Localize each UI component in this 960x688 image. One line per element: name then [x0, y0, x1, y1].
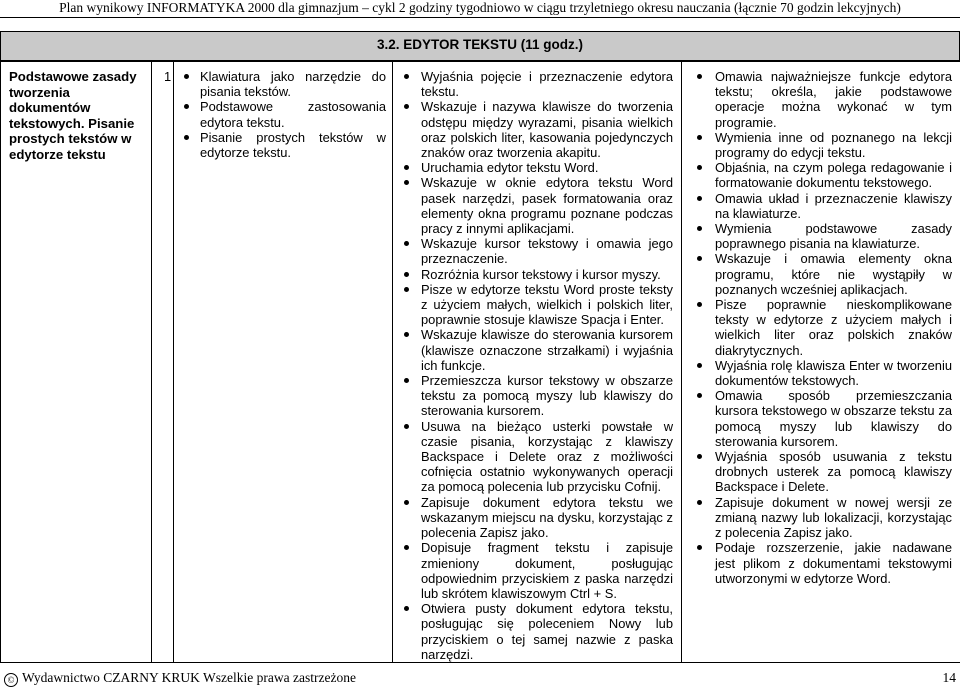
- footer-copyright: [4, 668, 356, 688]
- list-item-text: Wskazuje i omawia elementy okna programu, które nie wystąpiły w poznanych wcześniej aplikacjach.: [715, 251, 952, 297]
- list-item-text: Wskazuje klawisze do sterowania kursorem (klawisze oznaczone strzałkami) i wyjaśnia ich funkcje.: [421, 327, 673, 373]
- list-item: [393, 282, 681, 328]
- bullet-icon: [404, 74, 409, 79]
- list-item: [393, 99, 681, 160]
- basic-requirements-cell: [393, 61, 682, 663]
- list-item-text: Podaje rozszerzenie, jakie nadawane jest plikom z dokumentami tekstowymi utworzonymi w edytorze Word.: [715, 540, 952, 586]
- table-row: [1, 61, 960, 663]
- hours-text: 1: [164, 69, 172, 84]
- bullet-icon: [404, 378, 409, 383]
- bullet-icon: [404, 545, 409, 550]
- bullet-icon: [404, 180, 409, 185]
- page-footer: [0, 668, 960, 688]
- list-item: [393, 495, 681, 541]
- list-item: [393, 373, 681, 419]
- bullet-icon: [404, 287, 409, 292]
- basic-requirements-list: [393, 69, 681, 662]
- extended-requirements-cell: [682, 61, 960, 663]
- bullet-icon: [697, 393, 702, 398]
- list-item: [682, 221, 960, 251]
- bullet-icon: [697, 74, 702, 79]
- bullet-icon: [184, 74, 189, 79]
- list-item-text: Wyjaśnia sposób usuwania z tekstu drobnych usterek za pomocą klawiszy Backspace i Delete.: [715, 449, 952, 495]
- content-list: [174, 69, 392, 160]
- bullet-icon: [184, 104, 189, 109]
- list-item: [174, 69, 392, 99]
- section-title: 3.2. EDYTOR TEKSTU (11 godz.): [376, 37, 584, 52]
- bullet-icon: [697, 454, 702, 459]
- list-item-text: Wymienia podstawowe zasady poprawnego pisania na klawiaturze.: [715, 221, 952, 252]
- bullet-icon: [697, 545, 702, 550]
- list-item-text: Wyjaśnia pojęcie i przeznaczenie edytora tekstu.: [421, 69, 673, 100]
- list-item-text: Omawia sposób przemieszczania kursora tekstowego w obszarze tekstu za pomocą myszy lub klawiszy do sterowania kursorem.: [715, 388, 952, 449]
- list-item: [682, 69, 960, 130]
- header-divider: [0, 17, 960, 18]
- list-item-text: Usuwa na bieżąco usterki powstałe w czasie pisania, korzystając z klawiszy Backspace i Delete oraz z możliwości cofnięcia ostatnio wykonywanych operacji za pomocą polecenia lub przycisku Cofnij.: [421, 418, 673, 495]
- bullet-icon: [697, 165, 702, 170]
- header-title: Plan wynikowy INFORMATYKA 2000 dla gimnazjum – cykl 2 godziny tygodniowo w ciągu trzyletniego okresu nauczania (łącznie 70 godzin lekcyjnych): [59, 0, 901, 15]
- list-item-text: Uruchamia edytor tekstu Word.: [421, 160, 599, 176]
- list-item-text: Zapisuje dokument edytora tekstu we wskazanym miejscu na dysku, korzystając z polecenia Zapisz jako.: [421, 494, 673, 541]
- list-item: [393, 601, 681, 662]
- list-item: [682, 297, 960, 358]
- list-item-text: Pisze poprawnie nieskomplikowane teksty w edytorze z użyciem małych i wielkich liter oraz polskich znaków diakrytycznych.: [715, 297, 952, 358]
- bullet-icon: [697, 226, 702, 231]
- list-item-text: Wymienia inne od poznanego na lekcji programy do edycji tekstu.: [715, 129, 952, 161]
- list-item-text: Zapisuje dokument w nowej wersji ze zmianą nazwy lub lokalizacji, korzystając z polecenia Zapisz jako.: [715, 494, 952, 541]
- bullet-icon: [404, 500, 409, 505]
- list-item: [393, 69, 681, 99]
- list-item-text: Dopisuje fragment tekstu i zapisuje zmieniony dokument, posługując odpowiednim przyciskiem z paska narzędzi lub skrótem klawiszowym Ctrl + S.: [421, 540, 673, 601]
- copyright-icon: ©: [4, 673, 18, 687]
- list-item: [393, 327, 681, 373]
- list-item-text: Wskazuje i nazywa klawisze do tworzenia odstępu między wyrazami, pisania wielkich oraz polskich liter, kasowania pojedynczych znaków oraz tworzenia akapitu.: [421, 99, 673, 161]
- bullet-icon: [697, 135, 702, 140]
- list-item: [393, 540, 681, 601]
- list-item: [393, 160, 681, 175]
- list-item: [393, 175, 681, 236]
- list-item-text: Wskazuje w oknie edytora tekstu Word pasek narzędzi, pasek formatowania oraz elementy okna programu poznane podczas pracy z innymi aplikacjami.: [421, 175, 673, 237]
- bullet-icon: [697, 363, 702, 368]
- bullet-icon: [697, 302, 702, 307]
- hours-cell: [152, 61, 174, 663]
- list-item: [174, 130, 392, 160]
- list-item: [682, 191, 960, 221]
- list-item: [682, 449, 960, 495]
- list-item-text: Wyjaśnia rolę klawisza Enter w tworzeniu dokumentów tekstowych.: [715, 357, 952, 389]
- list-item: [682, 388, 960, 449]
- bullet-icon: [697, 196, 702, 201]
- bullet-icon: [404, 606, 409, 611]
- bullet-icon: [404, 241, 409, 246]
- bullet-icon: [404, 104, 409, 109]
- list-item-text: Omawia układ i przeznaczenie klawiszy na klawiaturze.: [715, 190, 952, 221]
- topic-text: Podstawowe zasady tworzenia dokumentów tekstowych. Pisanie prostych tekstów w edytorze tekstu: [9, 69, 137, 162]
- list-item-text: Objaśnia, na czym polega redagowanie i formatowanie dokumentu tekstowego.: [715, 160, 952, 191]
- list-item-text: Pisanie prostych tekstów w edytorze tekstu.: [200, 129, 386, 161]
- document-header: [0, 0, 960, 16]
- list-item-text: Podstawowe zastosowania edytora tekstu.: [200, 99, 386, 130]
- list-item: [682, 540, 960, 586]
- topic-cell: [1, 61, 152, 663]
- copyright-text: Wydawnictwo CZARNY KRUK Wszelkie prawa zastrzeżone: [22, 670, 356, 685]
- bullet-icon: [404, 424, 409, 429]
- list-item: [393, 236, 681, 266]
- list-item: [682, 495, 960, 541]
- plan-table: [0, 60, 960, 663]
- bullet-icon: [404, 332, 409, 337]
- bullet-icon: [697, 500, 702, 505]
- list-item-text: Pisze w edytorze tekstu Word proste teksty z użyciem małych, wielkich i polskich liter, poprawnie stosuje klawisze Spacja i Enter.: [421, 281, 673, 328]
- content-cell: [174, 61, 393, 663]
- list-item-text: Wskazuje kursor tekstowy i omawia jego przeznaczenie.: [421, 236, 673, 267]
- list-item: [682, 251, 960, 297]
- bullet-icon: [184, 135, 189, 140]
- list-item-text: Omawia najważniejsze funkcje edytora tekstu; określa, jakie podstawowe operacje można wykonać w tym programie.: [715, 69, 952, 130]
- extended-requirements-list: [682, 69, 960, 586]
- page-number: 14: [942, 670, 956, 685]
- bullet-icon: [697, 256, 702, 261]
- bullet-icon: [404, 165, 409, 170]
- list-item: [393, 419, 681, 495]
- list-item-text: Klawiatura jako narzędzie do pisania tekstów.: [200, 69, 386, 100]
- list-item: [393, 267, 681, 282]
- list-item-text: Przemieszcza kursor tekstowy w obszarze tekstu za pomocą myszy lub klawiszy do sterowania kursorem.: [421, 373, 673, 419]
- list-item: [174, 99, 392, 129]
- list-item: [682, 358, 960, 388]
- list-item-text: Rozróżnia kursor tekstowy i kursor myszy.: [421, 266, 661, 282]
- list-item-text: Otwiera pusty dokument edytora tekstu, posługując się poleceniem Nowy lub przyciskiem o tej samej nazwie z paska narzędzi.: [421, 601, 673, 662]
- list-item: [682, 160, 960, 190]
- bullet-icon: [404, 272, 409, 277]
- list-item: [682, 130, 960, 160]
